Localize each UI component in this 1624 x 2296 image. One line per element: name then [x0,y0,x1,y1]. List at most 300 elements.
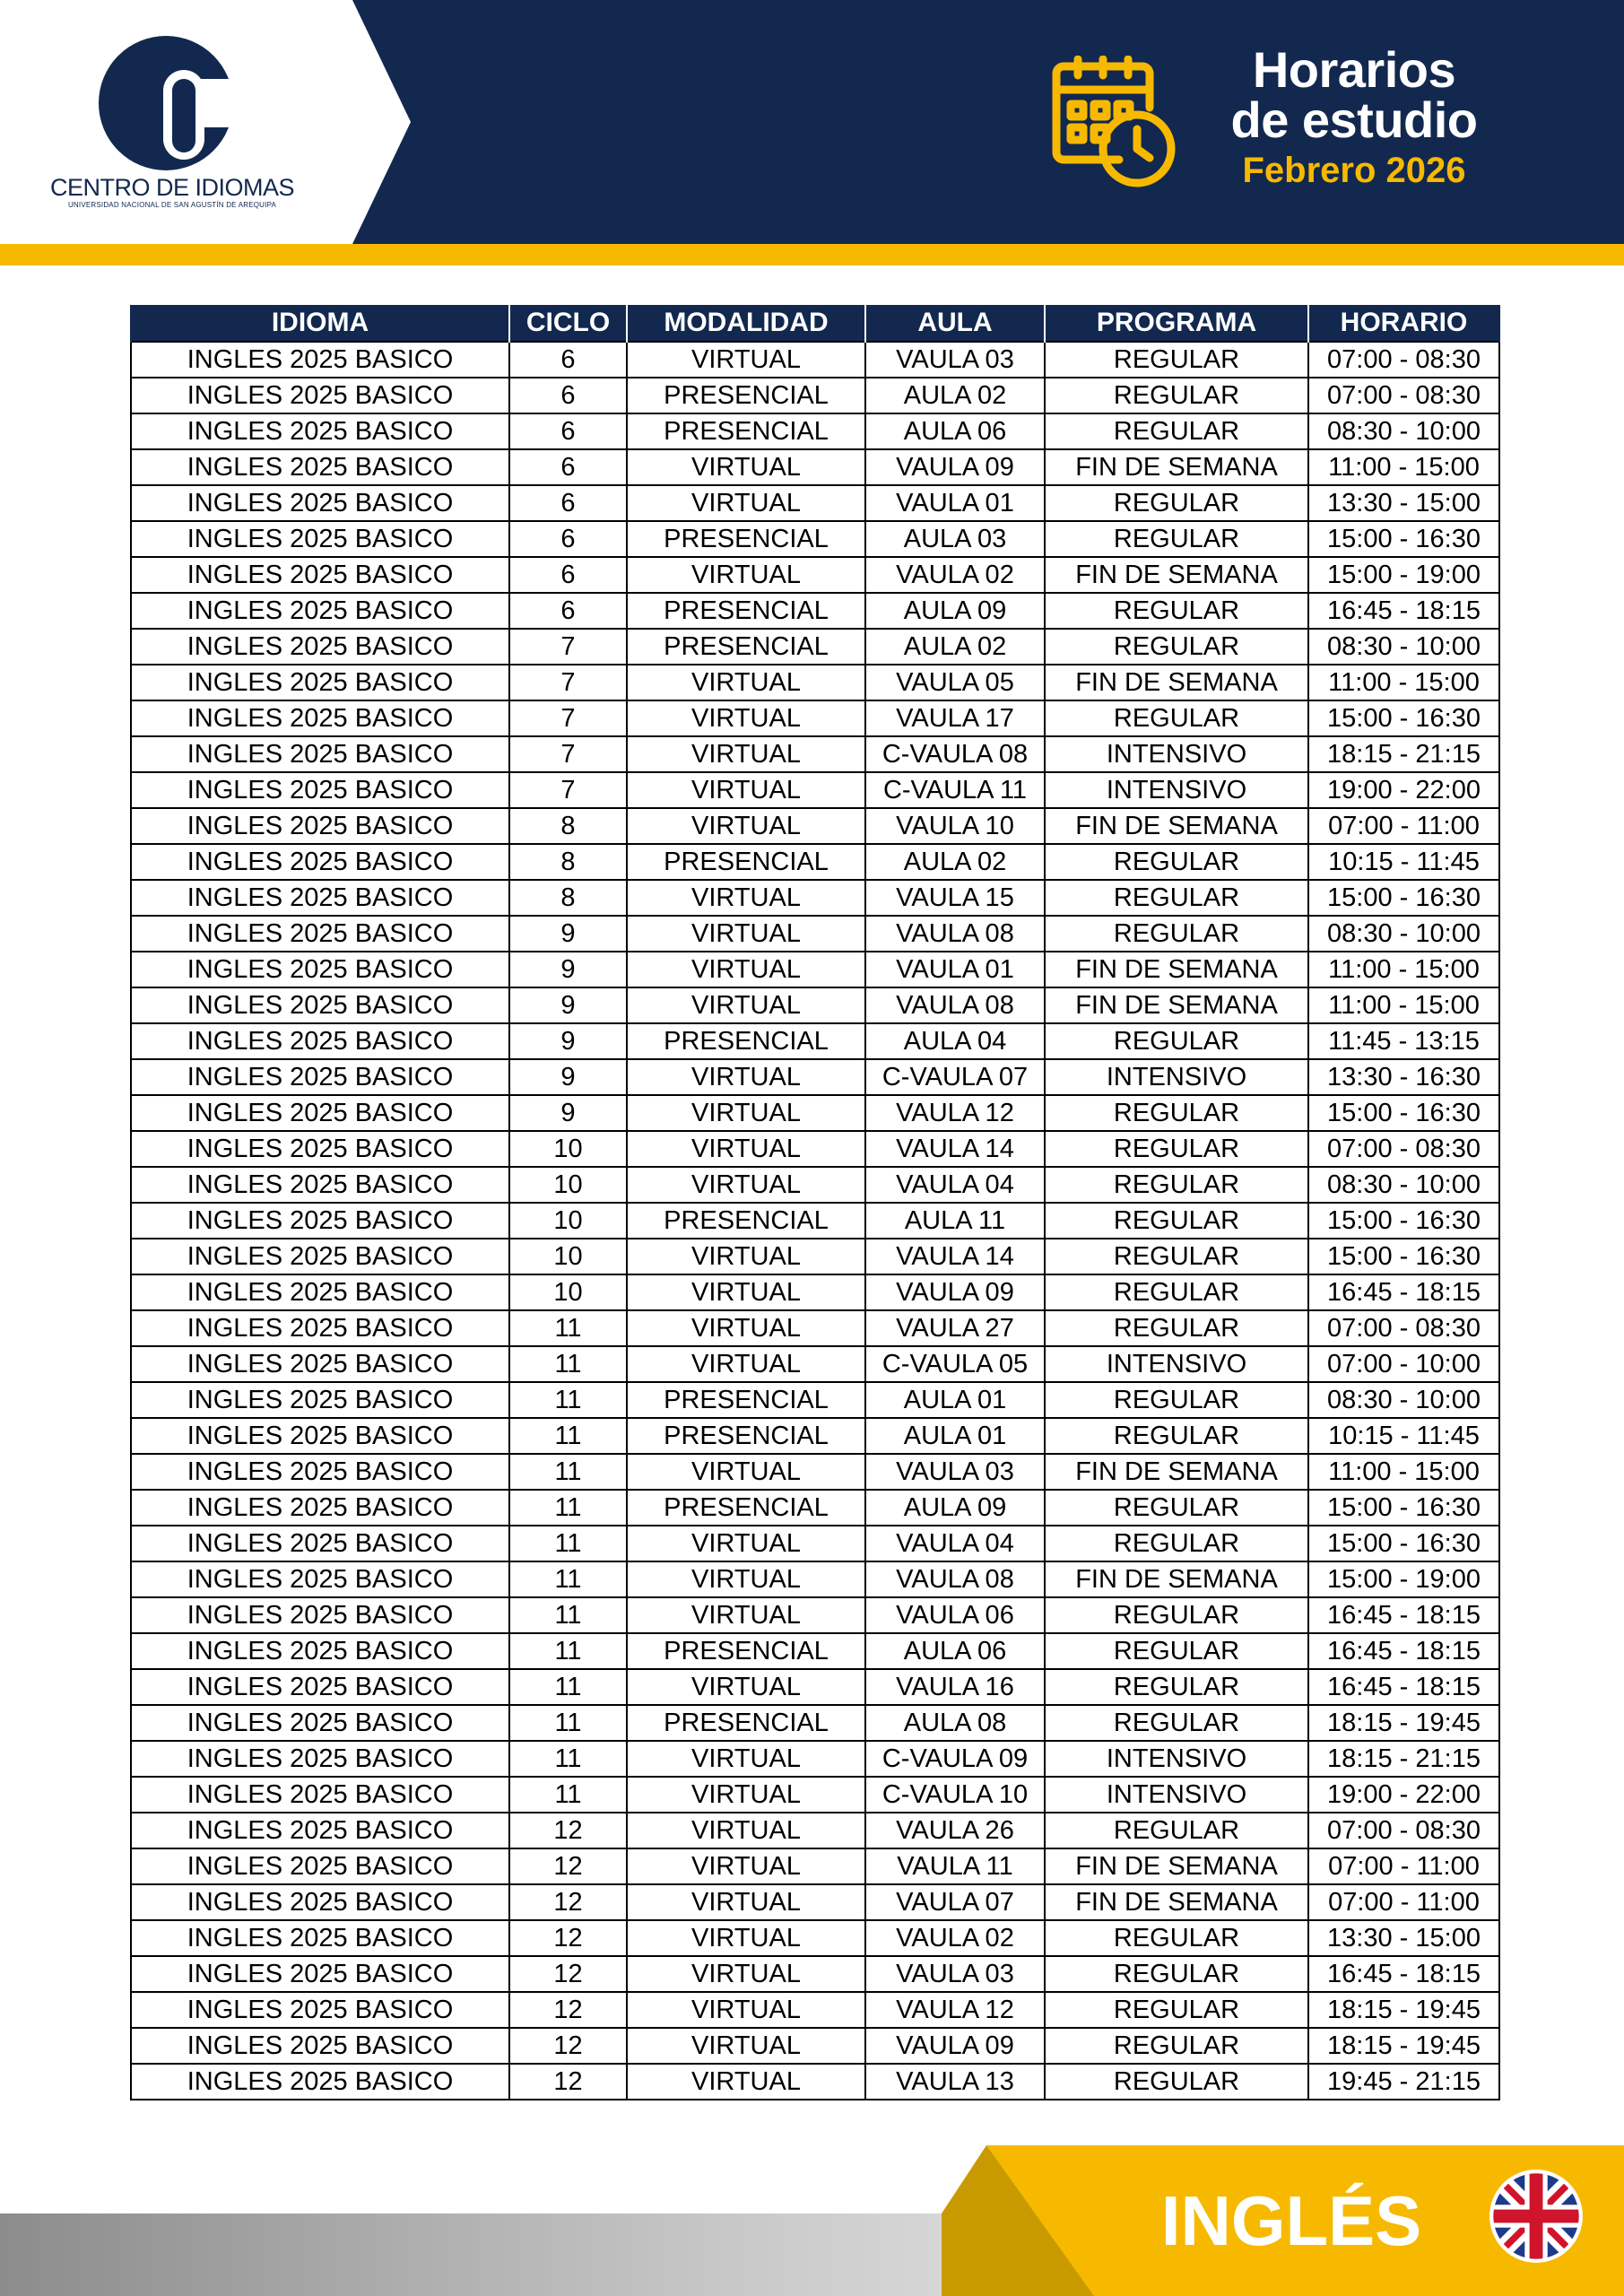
page-subtitle: Febrero 2026 [1242,151,1466,190]
ciclo-cell: 11 [509,1310,627,1346]
table-row [131,1454,1499,1490]
ciclo-cell: 9 [509,1095,627,1131]
aula-cell: VAULA 04 [865,1526,1045,1561]
idioma-cell: INGLES 2025 BASICO [131,700,509,736]
idioma-cell: INGLES 2025 BASICO [131,1669,509,1705]
horario-cell: 16:45 - 18:15 [1308,593,1499,629]
table-row [131,1669,1499,1705]
aula-cell: AULA 01 [865,1382,1045,1418]
horario-cell: 15:00 - 16:30 [1308,1203,1499,1239]
idioma-cell: INGLES 2025 BASICO [131,1382,509,1418]
programa-cell: REGULAR [1045,880,1308,916]
modalidad-cell: VIRTUAL [627,1059,865,1095]
table-row [131,449,1499,485]
table-row [131,844,1499,880]
aula-cell: VAULA 11 [865,1848,1045,1884]
idioma-cell: INGLES 2025 BASICO [131,629,509,665]
column-header: AULA [865,305,1045,342]
ciclo-cell: 7 [509,736,627,772]
aula-cell: AULA 04 [865,1023,1045,1059]
ciclo-cell: 9 [509,952,627,987]
programa-cell: REGULAR [1045,1956,1308,1992]
aula-cell: VAULA 17 [865,700,1045,736]
ciclo-cell: 6 [509,342,627,378]
horario-cell: 18:15 - 19:45 [1308,1705,1499,1741]
idioma-cell: INGLES 2025 BASICO [131,1239,509,1274]
programa-cell: REGULAR [1045,1633,1308,1669]
programa-cell: INTENSIVO [1045,1346,1308,1382]
idioma-cell: INGLES 2025 BASICO [131,1095,509,1131]
modalidad-cell: PRESENCIAL [627,1705,865,1741]
ciclo-cell: 12 [509,1956,627,1992]
aula-cell: AULA 09 [865,593,1045,629]
idioma-cell: INGLES 2025 BASICO [131,1920,509,1956]
aula-cell: VAULA 06 [865,1597,1045,1633]
programa-cell: REGULAR [1045,1167,1308,1203]
idioma-cell: INGLES 2025 BASICO [131,1526,509,1561]
idioma-cell: INGLES 2025 BASICO [131,1884,509,1920]
idioma-cell: INGLES 2025 BASICO [131,1561,509,1597]
modalidad-cell: VIRTUAL [627,1310,865,1346]
modalidad-cell: VIRTUAL [627,1884,865,1920]
ciclo-cell: 11 [509,1561,627,1597]
modalidad-cell: VIRTUAL [627,1813,865,1848]
logo-name: CENTRO DE IDIOMAS [49,174,295,201]
idioma-cell: INGLES 2025 BASICO [131,557,509,593]
table-row [131,1167,1499,1203]
ciclo-cell: 11 [509,1418,627,1454]
modalidad-cell: VIRTUAL [627,1454,865,1490]
modalidad-cell: VIRTUAL [627,449,865,485]
modalidad-cell: VIRTUAL [627,1095,865,1131]
table-row [131,1813,1499,1848]
aula-cell: VAULA 01 [865,952,1045,987]
programa-cell: REGULAR [1045,1203,1308,1239]
ciclo-cell: 10 [509,1203,627,1239]
aula-cell: VAULA 03 [865,342,1045,378]
modalidad-cell: PRESENCIAL [627,1418,865,1454]
table-row [131,1346,1499,1382]
programa-cell: REGULAR [1045,1023,1308,1059]
aula-cell: VAULA 12 [865,1992,1045,2028]
aula-cell: VAULA 15 [865,880,1045,916]
programa-cell: REGULAR [1045,844,1308,880]
aula-cell: VAULA 13 [865,2064,1045,2100]
aula-cell: VAULA 05 [865,665,1045,700]
title-block [1202,41,1507,192]
programa-cell: REGULAR [1045,342,1308,378]
aula-cell: C-VAULA 07 [865,1059,1045,1095]
programa-cell: REGULAR [1045,1920,1308,1956]
table-body [131,342,1499,2100]
table-row [131,1920,1499,1956]
aula-cell: VAULA 08 [865,1561,1045,1597]
column-header: PROGRAMA [1045,305,1308,342]
horario-cell: 08:30 - 10:00 [1308,629,1499,665]
idioma-cell: INGLES 2025 BASICO [131,1274,509,1310]
horario-cell: 10:15 - 11:45 [1308,844,1499,880]
horario-cell: 11:00 - 15:00 [1308,665,1499,700]
idioma-cell: INGLES 2025 BASICO [131,2064,509,2100]
ciclo-cell: 12 [509,2064,627,2100]
table-row [131,342,1499,378]
ciclo-cell: 6 [509,449,627,485]
horario-cell: 15:00 - 19:00 [1308,557,1499,593]
ciclo-cell: 11 [509,1526,627,1561]
idioma-cell: INGLES 2025 BASICO [131,952,509,987]
idioma-cell: INGLES 2025 BASICO [131,449,509,485]
idioma-cell: INGLES 2025 BASICO [131,1203,509,1239]
table-row [131,1956,1499,1992]
ciclo-cell: 12 [509,1884,627,1920]
programa-cell: REGULAR [1045,485,1308,521]
ciclo-cell: 11 [509,1490,627,1526]
programa-cell: FIN DE SEMANA [1045,952,1308,987]
programa-cell: FIN DE SEMANA [1045,1454,1308,1490]
ciclo-cell: 6 [509,557,627,593]
modalidad-cell: VIRTUAL [627,1992,865,2028]
horario-cell: 18:15 - 19:45 [1308,2028,1499,2064]
horario-cell: 11:00 - 15:00 [1308,1454,1499,1490]
table-row [131,1741,1499,1777]
uk-flag-icon [1489,2169,1584,2264]
ciclo-cell: 11 [509,1382,627,1418]
horario-cell: 15:00 - 16:30 [1308,1526,1499,1561]
idioma-cell: INGLES 2025 BASICO [131,342,509,378]
ciclo-cell: 8 [509,808,627,844]
horario-cell: 15:00 - 16:30 [1308,1239,1499,1274]
horario-cell: 11:00 - 15:00 [1308,952,1499,987]
table-row [131,521,1499,557]
ciclo-cell: 12 [509,1848,627,1884]
table-row [131,880,1499,916]
modalidad-cell: VIRTUAL [627,665,865,700]
ciclo-cell: 12 [509,2028,627,2064]
horario-cell: 07:00 - 08:30 [1308,1131,1499,1167]
horario-cell: 07:00 - 08:30 [1308,1813,1499,1848]
ciclo-cell: 7 [509,700,627,736]
aula-cell: AULA 02 [865,629,1045,665]
aula-cell: VAULA 02 [865,1920,1045,1956]
idioma-cell: INGLES 2025 BASICO [131,593,509,629]
programa-cell: INTENSIVO [1045,1059,1308,1095]
horario-cell: 11:00 - 15:00 [1308,449,1499,485]
programa-cell: FIN DE SEMANA [1045,449,1308,485]
ciclo-cell: 11 [509,1777,627,1813]
ciclo-cell: 8 [509,844,627,880]
programa-cell: REGULAR [1045,1526,1308,1561]
modalidad-cell: VIRTUAL [627,1920,865,1956]
horario-cell: 07:00 - 08:30 [1308,378,1499,413]
idioma-cell: INGLES 2025 BASICO [131,987,509,1023]
programa-cell: FIN DE SEMANA [1045,808,1308,844]
programa-cell: FIN DE SEMANA [1045,665,1308,700]
programa-cell: REGULAR [1045,1597,1308,1633]
ciclo-cell: 7 [509,772,627,808]
idioma-cell: INGLES 2025 BASICO [131,916,509,952]
programa-cell: INTENSIVO [1045,1777,1308,1813]
horario-cell: 15:00 - 16:30 [1308,521,1499,557]
programa-cell: INTENSIVO [1045,1741,1308,1777]
aula-cell: VAULA 16 [865,1669,1045,1705]
horario-cell: 10:15 - 11:45 [1308,1418,1499,1454]
programa-cell: REGULAR [1045,413,1308,449]
modalidad-cell: PRESENCIAL [627,629,865,665]
aula-cell: VAULA 10 [865,808,1045,844]
logo-subtitle: UNIVERSIDAD NACIONAL DE SAN AGUSTÍN DE AREQUIPA [67,201,277,209]
table-row [131,665,1499,700]
idioma-cell: INGLES 2025 BASICO [131,1023,509,1059]
table-row [131,1490,1499,1526]
ciclo-cell: 7 [509,629,627,665]
aula-cell: VAULA 14 [865,1131,1045,1167]
idioma-cell: INGLES 2025 BASICO [131,880,509,916]
table-row [131,1274,1499,1310]
aula-cell: VAULA 09 [865,449,1045,485]
ciclo-cell: 12 [509,1813,627,1848]
horario-cell: 13:30 - 15:00 [1308,485,1499,521]
horario-cell: 07:00 - 08:30 [1308,1310,1499,1346]
table-row [131,1059,1499,1095]
ciclo-cell: 11 [509,1454,627,1490]
horario-cell: 16:45 - 18:15 [1308,1633,1499,1669]
idioma-cell: INGLES 2025 BASICO [131,1813,509,1848]
aula-cell: VAULA 03 [865,1956,1045,1992]
modalidad-cell: VIRTUAL [627,557,865,593]
modalidad-cell: VIRTUAL [627,1597,865,1633]
ciclo-cell: 10 [509,1274,627,1310]
programa-cell: INTENSIVO [1045,736,1308,772]
table-row [131,700,1499,736]
table-row [131,916,1499,952]
programa-cell: REGULAR [1045,1705,1308,1741]
table-row [131,1203,1499,1239]
aula-cell: AULA 01 [865,1418,1045,1454]
horario-cell: 19:00 - 22:00 [1308,1777,1499,1813]
programa-cell: REGULAR [1045,1382,1308,1418]
table-row [131,557,1499,593]
aula-cell: VAULA 09 [865,1274,1045,1310]
modalidad-cell: VIRTUAL [627,1741,865,1777]
ciclo-cell: 10 [509,1131,627,1167]
aula-cell: C-VAULA 11 [865,772,1045,808]
horario-cell: 15:00 - 19:00 [1308,1561,1499,1597]
horario-cell: 13:30 - 15:00 [1308,1920,1499,1956]
horario-cell: 11:00 - 15:00 [1308,987,1499,1023]
aula-cell: VAULA 07 [865,1884,1045,1920]
aula-cell: VAULA 01 [865,485,1045,521]
horario-cell: 19:45 - 21:15 [1308,2064,1499,2100]
aula-cell: VAULA 09 [865,2028,1045,2064]
idioma-cell: INGLES 2025 BASICO [131,1597,509,1633]
horario-cell: 16:45 - 18:15 [1308,1597,1499,1633]
modalidad-cell: PRESENCIAL [627,1490,865,1526]
column-header: CICLO [509,305,627,342]
programa-cell: INTENSIVO [1045,772,1308,808]
ciclo-cell: 8 [509,880,627,916]
ciclo-cell: 12 [509,1920,627,1956]
table-row [131,1526,1499,1561]
horario-cell: 19:00 - 22:00 [1308,772,1499,808]
table-row [131,1095,1499,1131]
idioma-cell: INGLES 2025 BASICO [131,1705,509,1741]
programa-cell: FIN DE SEMANA [1045,557,1308,593]
aula-cell: C-VAULA 08 [865,736,1045,772]
idioma-cell: INGLES 2025 BASICO [131,1633,509,1669]
table-row [131,1633,1499,1669]
modalidad-cell: PRESENCIAL [627,378,865,413]
modalidad-cell: PRESENCIAL [627,521,865,557]
aula-cell: AULA 06 [865,1633,1045,1669]
horario-cell: 07:00 - 11:00 [1308,1884,1499,1920]
aula-cell: AULA 11 [865,1203,1045,1239]
programa-cell: REGULAR [1045,1813,1308,1848]
aula-cell: AULA 02 [865,378,1045,413]
aula-cell: C-VAULA 05 [865,1346,1045,1382]
column-header: IDIOMA [131,305,509,342]
aula-cell: VAULA 12 [865,1095,1045,1131]
idioma-cell: INGLES 2025 BASICO [131,2028,509,2064]
column-header: HORARIO [1308,305,1499,342]
ciclo-cell: 11 [509,1633,627,1669]
idioma-cell: INGLES 2025 BASICO [131,1131,509,1167]
modalidad-cell: VIRTUAL [627,1848,865,1884]
idioma-cell: INGLES 2025 BASICO [131,1418,509,1454]
table-header-row [131,305,1499,342]
idioma-cell: INGLES 2025 BASICO [131,1454,509,1490]
language-label: INGLÉS [1160,2181,1422,2260]
idioma-cell: INGLES 2025 BASICO [131,1490,509,1526]
table-row [131,1239,1499,1274]
aula-cell: VAULA 08 [865,916,1045,952]
aula-cell: VAULA 26 [865,1813,1045,1848]
centro-idiomas-logo [47,34,298,213]
ciclo-cell: 11 [509,1669,627,1705]
table-row [131,1310,1499,1346]
page-title-line1: Horarios [1252,41,1456,98]
programa-cell: REGULAR [1045,2028,1308,2064]
idioma-cell: INGLES 2025 BASICO [131,665,509,700]
horario-cell: 08:30 - 10:00 [1308,1382,1499,1418]
programa-cell: FIN DE SEMANA [1045,1561,1308,1597]
table-row [131,772,1499,808]
idioma-cell: INGLES 2025 BASICO [131,1992,509,2028]
idioma-cell: INGLES 2025 BASICO [131,844,509,880]
modalidad-cell: VIRTUAL [627,1167,865,1203]
horario-cell: 07:00 - 11:00 [1308,1848,1499,1884]
aula-cell: AULA 03 [865,521,1045,557]
horario-cell: 15:00 - 16:30 [1308,880,1499,916]
horario-cell: 08:30 - 10:00 [1308,916,1499,952]
aula-cell: C-VAULA 09 [865,1741,1045,1777]
table-row [131,1884,1499,1920]
ciclo-cell: 12 [509,1992,627,2028]
table-row [131,987,1499,1023]
modalidad-cell: VIRTUAL [627,1239,865,1274]
ciclo-cell: 9 [509,1023,627,1059]
horario-cell: 11:45 - 13:15 [1308,1023,1499,1059]
modalidad-cell: VIRTUAL [627,772,865,808]
programa-cell: REGULAR [1045,521,1308,557]
table-row [131,629,1499,665]
modalidad-cell: VIRTUAL [627,880,865,916]
idioma-cell: INGLES 2025 BASICO [131,378,509,413]
table-row [131,378,1499,413]
idioma-cell: INGLES 2025 BASICO [131,772,509,808]
ciclo-cell: 11 [509,1705,627,1741]
programa-cell: FIN DE SEMANA [1045,1884,1308,1920]
page-title-line2: de estudio [1230,91,1478,148]
horario-cell: 07:00 - 10:00 [1308,1346,1499,1382]
ciclo-cell: 9 [509,916,627,952]
idioma-cell: INGLES 2025 BASICO [131,413,509,449]
modalidad-cell: PRESENCIAL [627,1382,865,1418]
idioma-cell: INGLES 2025 BASICO [131,1741,509,1777]
aula-cell: VAULA 14 [865,1239,1045,1274]
modalidad-cell: VIRTUAL [627,1956,865,1992]
modalidad-cell: VIRTUAL [627,1131,865,1167]
horario-cell: 07:00 - 11:00 [1308,808,1499,844]
modalidad-cell: VIRTUAL [627,1346,865,1382]
programa-cell: REGULAR [1045,1131,1308,1167]
modalidad-cell: VIRTUAL [627,1669,865,1705]
modalidad-cell: VIRTUAL [627,1777,865,1813]
horario-cell: 15:00 - 16:30 [1308,700,1499,736]
table-row [131,413,1499,449]
table-row [131,808,1499,844]
horario-cell: 16:45 - 18:15 [1308,1274,1499,1310]
ciclo-cell: 6 [509,485,627,521]
idioma-cell: INGLES 2025 BASICO [131,1346,509,1382]
ciclo-cell: 9 [509,1059,627,1095]
idioma-cell: INGLES 2025 BASICO [131,1167,509,1203]
idioma-cell: INGLES 2025 BASICO [131,808,509,844]
modalidad-cell: VIRTUAL [627,808,865,844]
idioma-cell: INGLES 2025 BASICO [131,1777,509,1813]
programa-cell: REGULAR [1045,1239,1308,1274]
table-row [131,952,1499,987]
table-row [131,736,1499,772]
modalidad-cell: PRESENCIAL [627,1203,865,1239]
programa-cell: REGULAR [1045,378,1308,413]
modalidad-cell: VIRTUAL [627,1526,865,1561]
table-row [131,2064,1499,2100]
modalidad-cell: VIRTUAL [627,736,865,772]
horario-cell: 15:00 - 16:30 [1308,1490,1499,1526]
programa-cell: REGULAR [1045,700,1308,736]
ciclo-cell: 11 [509,1597,627,1633]
programa-cell: REGULAR [1045,1490,1308,1526]
modalidad-cell: VIRTUAL [627,485,865,521]
header-accent-stripe [0,244,1624,265]
horario-cell: 08:30 - 10:00 [1308,413,1499,449]
programa-cell: FIN DE SEMANA [1045,1848,1308,1884]
aula-cell: VAULA 03 [865,1454,1045,1490]
aula-cell: VAULA 08 [865,987,1045,1023]
horario-cell: 13:30 - 16:30 [1308,1059,1499,1095]
horario-cell: 18:15 - 21:15 [1308,736,1499,772]
horario-cell: 08:30 - 10:00 [1308,1167,1499,1203]
idioma-cell: INGLES 2025 BASICO [131,1956,509,1992]
table-row [131,1561,1499,1597]
programa-cell: REGULAR [1045,1669,1308,1705]
modalidad-cell: PRESENCIAL [627,844,865,880]
modalidad-cell: VIRTUAL [627,342,865,378]
modalidad-cell: VIRTUAL [627,1561,865,1597]
table-row [131,1597,1499,1633]
aula-cell: AULA 08 [865,1705,1045,1741]
table-row [131,1131,1499,1167]
